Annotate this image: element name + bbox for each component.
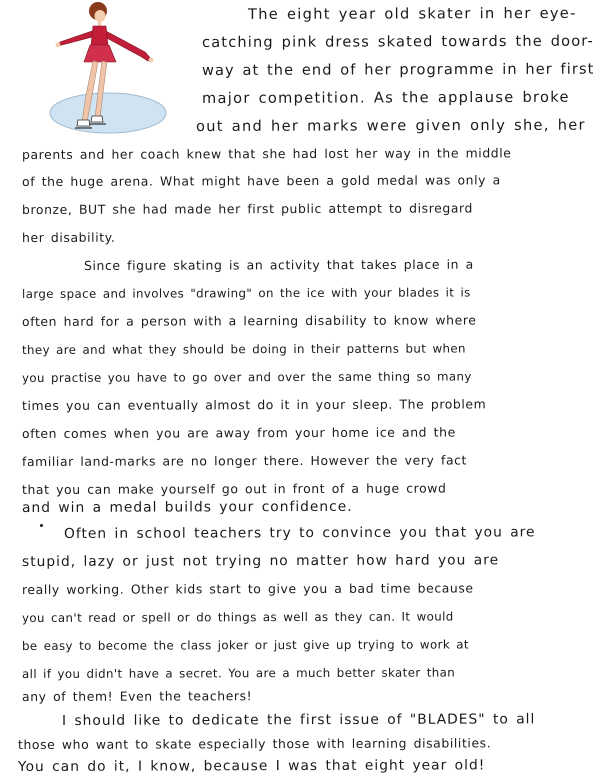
paragraph2-line-5: you practise you have to go over and over the same thing so many bbox=[21, 369, 472, 385]
paragraph2-line-9: that you can make yourself go out in front of a huge crowd bbox=[21, 480, 447, 497]
figure-skater-icon bbox=[40, 0, 170, 145]
paragraph2-line-1: Since figure skating is an activity that takes place in a bbox=[83, 256, 474, 273]
paragraph2-line-3: often hard for a person with a learning disability to know where bbox=[21, 312, 477, 329]
paragraph3-line-4: you can't read or spell or do things as well as they can. It would bbox=[21, 609, 454, 625]
paragraph2-line-4: they are and what they should be doing in their patterns but when bbox=[21, 341, 466, 357]
paragraph1-line-5: out and her marks were given only she, her bbox=[195, 116, 586, 135]
stray-ink-dot bbox=[40, 524, 43, 527]
paragraph3-line-7: any of them! Even the teachers! bbox=[21, 688, 253, 704]
paragraph1-line-9: her disability. bbox=[21, 229, 116, 245]
paragraph1-line-8: bronze, BUT she had made her first public attempt to disregard bbox=[21, 200, 473, 217]
paragraph3-line-6: all if you didn't have a secret. You are a much better skater than bbox=[21, 665, 456, 681]
paragraph3-line-2: stupid, lazy or just not trying no matter how hard you are bbox=[21, 552, 500, 570]
paragraph2-line-8: familiar land-marks are no longer there. However the very fact bbox=[21, 452, 468, 469]
paragraph2-line-7: often comes when you are away from your home ice and the bbox=[21, 424, 456, 441]
paragraph2-line-6: times you can eventually almost do it in your sleep. The problem bbox=[21, 396, 487, 413]
paragraph3-line-3: really working. Other kids start to give you a bad time because bbox=[21, 580, 474, 597]
ice-patch bbox=[50, 93, 166, 133]
paragraph4-line-3: You can do it, I know, because I was that eight year old! bbox=[17, 757, 486, 775]
paragraph1-line-3: way at the end of her programme in her first bbox=[201, 60, 595, 79]
paragraph2-line-10: and win a medal builds your confidence. bbox=[21, 498, 353, 516]
paragraph2-line-2: large space and involves "drawing" on the ice with your blades it is bbox=[21, 285, 471, 301]
paragraph3-line-5: be easy to become the class joker or just give up trying to work at bbox=[21, 637, 469, 653]
paragraph4-line-2: those who want to skate especially those with learning disabilities. bbox=[17, 735, 492, 752]
paragraph3-line-1: Often in school teachers try to convince you that you are bbox=[63, 524, 536, 542]
paragraph1-line-2: catching pink dress skated towards the door- bbox=[201, 32, 594, 51]
paragraph1-line-1: The eight year old skater in her eye- bbox=[247, 4, 577, 23]
paragraph1-line-7: of the huge arena. What might have been a gold medal was only a bbox=[21, 172, 501, 189]
paragraph4-line-1: I should like to dedicate the first issue of "BLADES" to all bbox=[61, 711, 536, 729]
paragraph1-line-4: major competition. As the applause broke bbox=[201, 88, 570, 107]
paragraph1-line-6: parents and her coach knew that she had lost her way in the middle bbox=[21, 145, 512, 162]
